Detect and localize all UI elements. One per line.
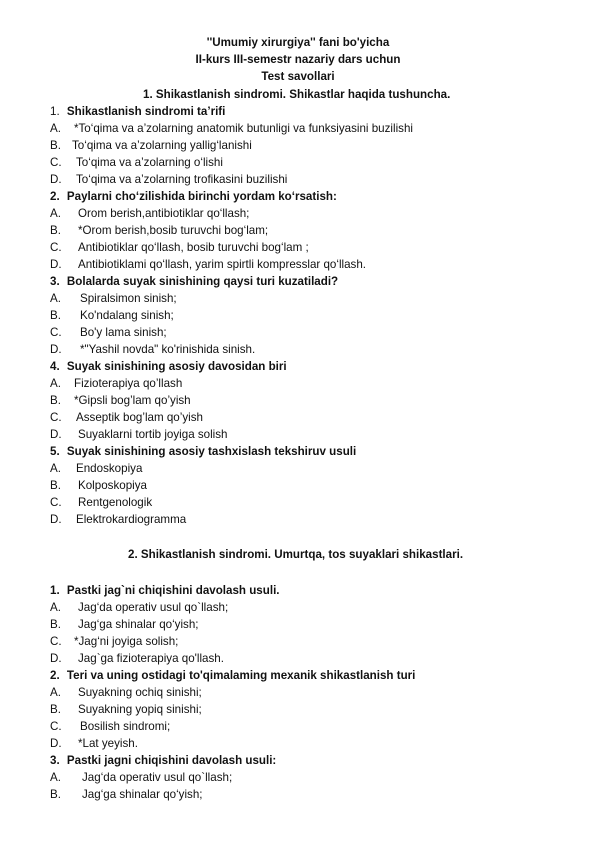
option-a xyxy=(50,207,250,221)
option-text: To‘qima va a’zolarning trofikasini buzilishi xyxy=(76,173,288,186)
option-d xyxy=(50,652,224,666)
option-a xyxy=(50,377,183,391)
question-text: Bolalarda suyak sinishining qaysi turi kuzatiladi? xyxy=(66,275,339,288)
option-letter: D. xyxy=(50,343,62,356)
option-letter: D. xyxy=(50,258,62,271)
option-d xyxy=(50,428,228,442)
option-a xyxy=(50,771,233,785)
option-text: Jag‘da operativ usul qo`llash; xyxy=(78,601,229,614)
option-b xyxy=(50,394,191,408)
option-a xyxy=(50,292,177,306)
question-number: 2. xyxy=(50,190,60,203)
option-text: *To‘qima va a’zolarning anatomik butunligi va funksiyasini buzilishi xyxy=(74,122,413,135)
option-text: Antibiotiklami qo‘llash, yarim spirtli kompresslar qo‘llash. xyxy=(78,258,367,271)
option-letter: A. xyxy=(50,686,61,699)
option-b xyxy=(50,479,147,493)
question-text: Suyak sinishining asosiy tashxislash tekshiruv usuli xyxy=(66,445,357,458)
option-letter: C. xyxy=(50,720,62,733)
option-text: To‘qima va a’zolarning yallig‘lanishi xyxy=(72,139,252,152)
option-d xyxy=(50,343,256,357)
section-heading: 1. Shikastlanish sindromi. Shikastlar haqida tushuncha. xyxy=(143,88,451,101)
option-d xyxy=(50,737,138,751)
option-a xyxy=(50,122,413,136)
option-letter: B. xyxy=(50,788,61,801)
option-text: *"Yashil novda" ko'rinishida sinish. xyxy=(80,343,256,356)
option-text: Suyakning ochiq sinishi; xyxy=(78,686,202,699)
section-heading: 2. Shikastlanish sindromi. Umurtqa, tos suyaklari shikastlari. xyxy=(128,548,464,561)
question-number: 5. xyxy=(50,445,60,458)
option-letter: A. xyxy=(50,771,61,784)
question-text: Teri va uning ostidagi to'qimalaming mexanik shikastlanish turi xyxy=(66,669,416,682)
question-number: 1. xyxy=(50,584,60,597)
option-text: Asseptik bog’lam qo’yish xyxy=(76,411,203,424)
option-b xyxy=(50,788,203,802)
option-letter: C. xyxy=(50,326,62,339)
question-text: Pastki jagni chiqishini davolash usuli: xyxy=(66,754,277,767)
option-text: Suyaklarni tortib joyiga solish xyxy=(78,428,228,441)
option-text: Jag`ga fizioterapiya qo'llash. xyxy=(78,652,224,665)
option-letter: D. xyxy=(50,513,62,526)
option-d xyxy=(50,173,288,187)
option-text: Orom berish,antibiotiklar qo‘llash; xyxy=(78,207,250,220)
option-c xyxy=(50,496,153,510)
question-number: 2. xyxy=(50,669,60,682)
option-text: To‘qima va a’zolarning o‘lishi xyxy=(76,156,223,169)
option-letter: A. xyxy=(50,601,61,614)
option-text: Bo'y lama sinish; xyxy=(80,326,167,339)
option-letter: D. xyxy=(50,737,62,750)
question-number: 3. xyxy=(50,754,60,767)
option-letter: D. xyxy=(50,652,62,665)
option-b xyxy=(50,139,252,153)
option-a xyxy=(50,462,143,476)
option-c xyxy=(50,241,309,255)
option-letter: B. xyxy=(50,479,61,492)
question-5 xyxy=(50,445,356,459)
question-3 xyxy=(50,754,276,768)
option-c xyxy=(50,720,171,734)
question-4 xyxy=(50,360,287,374)
option-text: *Jag‘ni joyiga solish; xyxy=(74,635,179,648)
question-text: Pastki jag`ni chiqishini davolash usuli. xyxy=(66,584,280,597)
option-text: Fizioterapiya qo’llash xyxy=(74,377,183,390)
question-1 xyxy=(50,105,225,119)
option-d xyxy=(50,513,187,527)
option-b xyxy=(50,618,199,632)
option-letter: C. xyxy=(50,635,62,648)
option-b xyxy=(50,309,174,323)
option-letter: B. xyxy=(50,139,61,152)
question-2 xyxy=(50,669,415,683)
option-letter: A. xyxy=(50,377,61,390)
option-c xyxy=(50,635,179,649)
option-text: Spiralsimon sinish; xyxy=(80,292,177,305)
option-text: *Gipsli bog’lam qo’yish xyxy=(74,394,191,407)
option-letter: A. xyxy=(50,292,61,305)
option-letter: D. xyxy=(50,428,62,441)
option-text: Jag‘ga shinalar qo‘yish; xyxy=(78,618,199,631)
question-3 xyxy=(50,275,338,289)
question-number: 4. xyxy=(50,360,60,373)
option-text: Antibiotiklar qo‘llash, bosib turuvchi bog‘lam ; xyxy=(78,241,309,254)
option-text: Kolposkopiya xyxy=(78,479,147,492)
option-text: Rentgenologik xyxy=(78,496,153,509)
option-text: Ko'ndalang sinish; xyxy=(80,309,174,322)
document-test-label: Test savollari xyxy=(261,70,335,83)
option-text: *Lat yeyish. xyxy=(78,737,138,750)
option-letter: C. xyxy=(50,156,62,169)
option-letter: D. xyxy=(50,173,62,186)
option-text: Jag‘da operativ usul qo`llash; xyxy=(82,771,233,784)
option-c xyxy=(50,156,223,170)
document-title: ''Umumiy xirurgiya'' fani bo'yicha xyxy=(206,36,390,49)
option-c xyxy=(50,326,167,340)
option-text: Jag‘ga shinalar qo‘yish; xyxy=(82,788,203,801)
option-letter: B. xyxy=(50,309,61,322)
option-letter: C. xyxy=(50,496,62,509)
option-a xyxy=(50,601,229,615)
option-letter: C. xyxy=(50,411,62,424)
option-text: Elektrokardiogramma xyxy=(76,513,187,526)
option-d xyxy=(50,258,367,272)
option-text: *Orom berish,bosib turuvchi bog‘lam; xyxy=(78,224,269,237)
question-1 xyxy=(50,584,280,598)
option-letter: B. xyxy=(50,618,61,631)
option-letter: C. xyxy=(50,241,62,254)
document-course: II-kurs III-semestr nazariy dars uchun xyxy=(195,53,401,66)
question-text: Shikastlanish sindromi ta’rifi xyxy=(66,105,226,118)
question-2 xyxy=(50,190,337,204)
option-letter: B. xyxy=(50,703,61,716)
question-text: Paylarni cho‘zilishida birinchi yordam ko‘rsatish: xyxy=(66,190,337,203)
question-text: Suyak sinishining asosiy davosidan biri xyxy=(66,360,287,373)
option-c xyxy=(50,411,203,425)
option-letter: B. xyxy=(50,224,61,237)
option-letter: A. xyxy=(50,122,61,135)
option-letter: B. xyxy=(50,394,61,407)
option-b xyxy=(50,224,269,238)
question-number: 1. xyxy=(50,105,60,118)
option-a xyxy=(50,686,202,700)
option-letter: A. xyxy=(50,462,61,475)
option-letter: A. xyxy=(50,207,61,220)
option-text: Bosilish sindromi; xyxy=(80,720,171,733)
option-b xyxy=(50,703,202,717)
option-text: Endoskopiya xyxy=(76,462,143,475)
option-text: Suyakning yopiq sinishi; xyxy=(78,703,202,716)
question-number: 3. xyxy=(50,275,60,288)
